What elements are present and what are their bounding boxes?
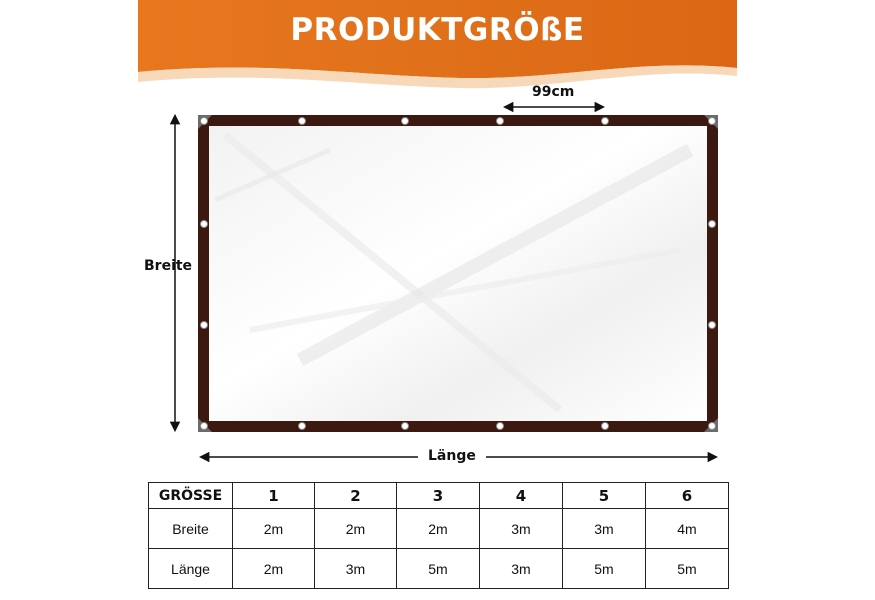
table-header-row <box>149 483 729 509</box>
table-cell: 5m <box>397 549 480 589</box>
tarp <box>198 115 718 432</box>
table-cell: 2m <box>233 549 315 589</box>
table-cell: 2m <box>397 509 480 549</box>
width-label: Breite <box>144 258 193 274</box>
table-cell: 2m <box>315 509 397 549</box>
size-table <box>148 482 729 589</box>
table-cell: 3m <box>315 549 397 589</box>
table-corner-cell: GRÖSSE <box>149 483 233 509</box>
table-cell: 5m <box>563 549 646 589</box>
row-label: Breite <box>149 509 233 549</box>
page-title: PRODUKTGRÖßE <box>290 12 585 48</box>
table-row <box>149 509 729 549</box>
size-column-header: 2 <box>315 483 397 509</box>
table-cell: 3m <box>480 509 563 549</box>
table-cell: 4m <box>646 509 729 549</box>
table-cell: 5m <box>646 549 729 589</box>
size-column-header: 1 <box>233 483 315 509</box>
length-label: Länge <box>418 448 486 464</box>
size-column-header: 3 <box>397 483 480 509</box>
table-row <box>149 549 729 589</box>
table-cell: 3m <box>480 549 563 589</box>
row-label: Länge <box>149 549 233 589</box>
size-column-header: 6 <box>646 483 729 509</box>
size-column-header: 5 <box>563 483 646 509</box>
spacing-label: 99cm <box>532 84 575 100</box>
table-cell: 3m <box>563 509 646 549</box>
size-column-header: 4 <box>480 483 563 509</box>
table-cell: 2m <box>233 509 315 549</box>
